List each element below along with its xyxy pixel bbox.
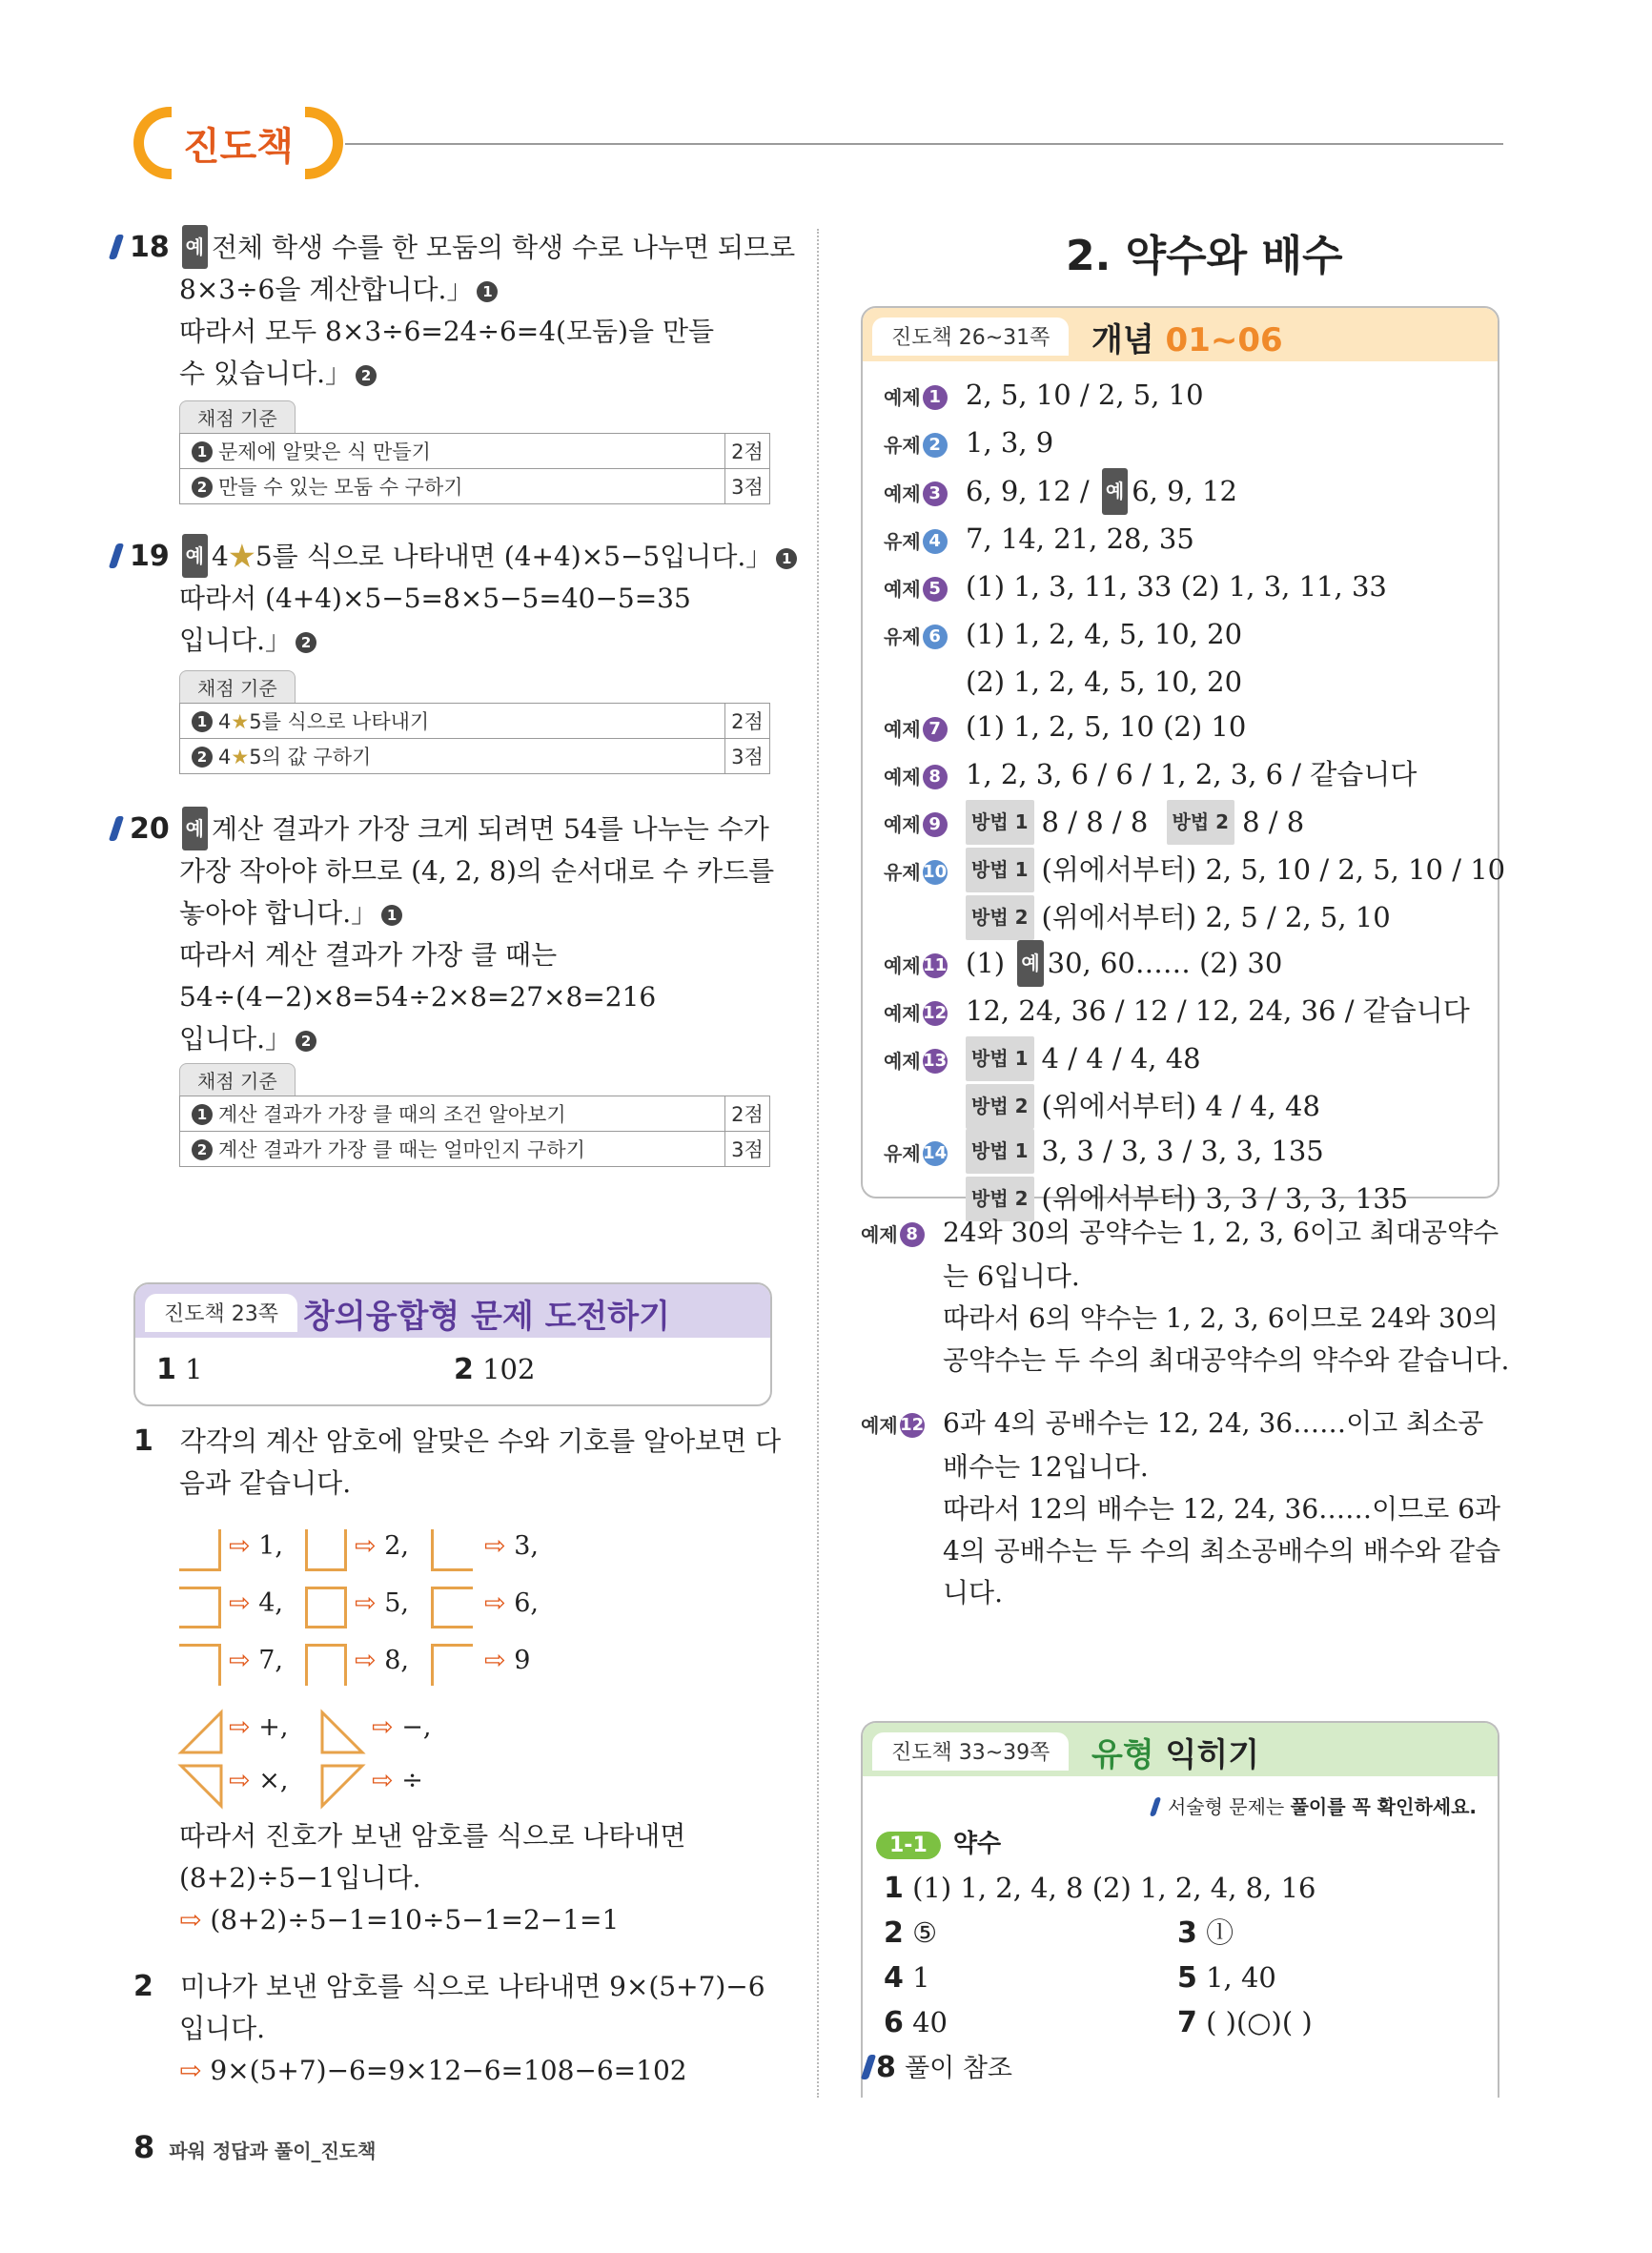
- list-item: 방법 2 (위에서부터) 4 / 4, 48: [884, 1084, 1505, 1129]
- arrow-icon: ⇨: [229, 1712, 251, 1742]
- answer-line: 수 있습니다.」: [179, 358, 353, 389]
- footer-text: 파워 정답과 풀이_진도책: [169, 2140, 377, 2162]
- points: 2점: [725, 704, 770, 739]
- example-number: 8: [900, 1222, 925, 1247]
- unit-badge: 1-1: [876, 1832, 941, 1859]
- divide-symbol-icon: [322, 1766, 362, 1806]
- code-symbol-8: [305, 1644, 347, 1686]
- explanation-line: 따라서 12의 배수는 12, 24, 36……이므로 6과: [943, 1493, 1501, 1525]
- section-title: 창의융합형 문제 도전하기: [303, 1298, 670, 1336]
- example-label: 예제: [861, 1414, 898, 1437]
- answer-value: 1: [185, 1353, 203, 1385]
- list-item: 예제 8 1, 2, 3, 6 / 6 / 1, 2, 3, 6 / 같습니다: [884, 758, 1417, 790]
- result-line: 9×(5+7)−6=9×12−6=108−6=102: [210, 2055, 687, 2086]
- page-number: 8: [133, 2129, 155, 2165]
- creative-problem-2: [133, 1966, 765, 2092]
- list-item: 8 풀이 참조: [865, 2045, 1012, 2091]
- mark-1-icon: 1: [477, 281, 498, 302]
- pen-icon: [109, 543, 124, 568]
- example-number: 12: [900, 1413, 925, 1438]
- question-20: [112, 807, 774, 1060]
- explanation-line: 4의 공배수는 두 수의 최소공배수의 배수와 같습: [943, 1535, 1501, 1567]
- operator-value: +,: [258, 1712, 289, 1742]
- scoring-tab: 채점 기준: [179, 400, 296, 433]
- arrow-icon: ⇨: [484, 1646, 506, 1675]
- list-item: 예제 5 (1) 1, 3, 11, 33 (2) 1, 3, 11, 33: [884, 570, 1387, 603]
- code-symbol-4: [179, 1587, 221, 1628]
- scoring-table-19: 채점 기준 1 4★5를 식으로 나타내기 2점 2 4★5의 값 구하기 3점: [179, 670, 770, 774]
- list-item: 예제 7 (1) 1, 2, 5, 10 (2) 10: [884, 710, 1247, 743]
- mark-2-icon: 2: [296, 632, 316, 653]
- points: 3점: [725, 469, 770, 504]
- section-range: 01~06: [1165, 321, 1283, 359]
- operator-value: ×,: [258, 1766, 289, 1795]
- list-item: 예제 12 12, 24, 36 / 12 / 12, 24, 36 / 같습니다: [884, 994, 1470, 1027]
- example-label: 예제: [861, 1223, 898, 1246]
- question-18: [112, 225, 795, 395]
- explanation-line: 입니다.: [179, 2013, 266, 2044]
- code-value: 3,: [514, 1531, 539, 1561]
- explanation-line: 음과 같습니다.: [179, 1467, 352, 1499]
- badge-label: 진도책: [183, 125, 294, 169]
- explanation-line: 는 6입니다.: [943, 1260, 1080, 1292]
- list-item: 유제 4 7, 14, 21, 28, 35: [884, 522, 1194, 555]
- mark-2-icon: 2: [296, 1031, 316, 1052]
- code-symbol-3: [431, 1529, 473, 1571]
- criterion: 계산 결과가 가장 클 때는 얼마인지 구하기: [218, 1138, 585, 1161]
- page-ref: 진도책 33~39쪽: [872, 1732, 1069, 1771]
- arrow-icon: ⇨: [355, 1531, 377, 1561]
- answer-value: 102: [482, 1353, 536, 1385]
- explanation-line: 24와 30의 공약수는 1, 2, 3, 6이고 최대공약수: [943, 1217, 1499, 1248]
- list-item: 방법 2 (위에서부터) 2, 5 / 2, 5, 10: [884, 895, 1505, 940]
- arrow-icon: ⇨: [229, 1588, 251, 1618]
- problem-number: 2: [133, 1970, 153, 2003]
- list-item: 1 (1) 1, 2, 4, 8 (2) 1, 2, 4, 8, 16: [884, 1872, 1316, 1905]
- list-item: 유제 2 1, 3, 9: [884, 426, 1054, 459]
- criterion: 5의 값 구하기: [249, 746, 372, 768]
- answer-line: 따라서 (4+4)×5−5=8×5−5=40−5=35: [179, 583, 691, 614]
- answer-line: 입니다.」: [179, 1023, 293, 1055]
- code-symbol-1: [179, 1529, 221, 1571]
- explanation-line: 각각의 계산 암호에 알맞은 수와 기호를 알아보면 다: [179, 1425, 782, 1457]
- code-value: 2,: [384, 1531, 409, 1561]
- answer-text: 5를 식으로 나타내면 (4+4)×5−5입니다.」: [255, 541, 773, 572]
- answer-line: 입니다.」: [179, 625, 293, 656]
- scoring-tab: 채점 기준: [179, 1063, 296, 1096]
- points: 2점: [725, 1096, 770, 1132]
- header-divider: [345, 143, 1503, 145]
- code-value: 6,: [514, 1588, 539, 1618]
- creative-problem-1-conclusion: [179, 1815, 685, 1941]
- unit-title: 약수: [952, 1830, 1002, 1858]
- creative-section: [133, 1282, 772, 1406]
- note-text: 풀이를 꼭 확인하세요.: [1290, 1795, 1477, 1818]
- answer-line: 따라서 모두 8×3÷6=24÷6=4(모둠)을 만들: [179, 316, 715, 347]
- answer-line: 8×3÷6을 계산합니다.」: [179, 274, 474, 305]
- arrow-icon: ⇨: [372, 1766, 394, 1795]
- criterion: 4: [218, 746, 232, 768]
- plus-symbol-icon: [181, 1712, 221, 1752]
- arrow-icon: ⇨: [179, 2055, 202, 2086]
- list-item: 5 1, 40: [1177, 1961, 1276, 1995]
- problem-number: 1: [133, 1424, 153, 1458]
- explanation-line: (8+2)÷5−1입니다.: [179, 1862, 421, 1894]
- code-symbol-7: [179, 1644, 221, 1686]
- code-value: 7,: [258, 1646, 283, 1675]
- list-item: 3 ⓛ: [1177, 1916, 1234, 1950]
- code-symbol-5: [305, 1587, 347, 1628]
- page-ref: 진도책 23쪽: [145, 1294, 297, 1332]
- times-symbol-icon: [181, 1766, 221, 1806]
- example-8-explanation: [861, 1212, 1509, 1382]
- operator-value: −,: [401, 1712, 432, 1742]
- mark-2-icon: 2: [356, 365, 377, 386]
- code-value: 4,: [258, 1588, 283, 1618]
- chapter-badge: [133, 107, 343, 179]
- note-text: 서술형 문제는: [1167, 1795, 1285, 1818]
- code-value: 1,: [258, 1531, 283, 1561]
- mark-1-icon: 1: [381, 905, 402, 926]
- arrow-icon: ⇨: [355, 1646, 377, 1675]
- arrow-icon: ⇨: [179, 1904, 202, 1936]
- answer-text: 4: [211, 541, 229, 572]
- example-badge: 예: [182, 807, 208, 850]
- pen-icon: [109, 235, 124, 259]
- criterion: 문제에 알맞은 식 만들기: [218, 440, 431, 463]
- scoring-tab: 채점 기준: [179, 670, 296, 703]
- column-divider: [817, 229, 819, 2098]
- arrow-icon: ⇨: [229, 1646, 251, 1675]
- answer-line: 전체 학생 수를 한 모둠의 학생 수로 나누면 되므로: [211, 232, 796, 263]
- list-item: 방법 2 (위에서부터) 3, 3 / 3, 3, 135: [884, 1177, 1505, 1221]
- section-title-suffix: 익히기: [1165, 1736, 1260, 1774]
- explanation-line: 니다.: [943, 1577, 1003, 1608]
- code-value: 5,: [384, 1588, 409, 1618]
- code-symbol-6: [431, 1587, 473, 1628]
- points: 2점: [725, 434, 770, 469]
- list-item: 예제 3 6, 9, 12 / 예 6, 9, 12: [884, 468, 1505, 517]
- list-item: 7 ( )(○)( ): [1177, 2006, 1313, 2039]
- result-line: (8+2)÷5−1=10÷5−1=2−1=1: [210, 1904, 620, 1936]
- answer-line: 놓아야 합니다.」: [179, 897, 378, 929]
- arrow-icon: ⇨: [484, 1531, 506, 1561]
- unit-heading: [876, 1824, 1001, 1859]
- example-12-explanation: [861, 1403, 1500, 1614]
- page-footer: [133, 2129, 377, 2165]
- pen-icon: [1150, 1797, 1161, 1816]
- concept-section: [861, 306, 1506, 1215]
- answer-number: 1: [156, 1353, 176, 1386]
- list-item: 유제 6 (1) 1, 2, 4, 5, 10, 20: [884, 618, 1243, 650]
- question-number: 19: [130, 540, 170, 573]
- minus-symbol-icon: [322, 1712, 362, 1752]
- page-ref: 진도책 26~31쪽: [872, 317, 1069, 356]
- criterion: 5를 식으로 나타내기: [249, 710, 430, 733]
- creative-problem-1: [133, 1421, 781, 1505]
- mark-1-icon: 1: [776, 548, 797, 569]
- criterion: 4: [218, 710, 232, 733]
- list-item: (2) 1, 2, 4, 5, 10, 20: [966, 666, 1243, 698]
- criterion: 만들 수 있는 모둠 수 구하기: [218, 476, 463, 499]
- list-item: 예제 13 방법 1 4 / 4 / 4, 48: [884, 1036, 1505, 1084]
- scoring-table-20: 채점 기준 1 계산 결과가 가장 클 때의 조건 알아보기 2점 2 계산 결과가 가장 클 때는 얼마인지 구하기 3점: [179, 1063, 770, 1167]
- explanation-line: 6과 4의 공배수는 12, 24, 36……이고 최소공: [943, 1407, 1484, 1439]
- explanation-line: 따라서 진호가 보낸 암호를 식으로 나타내면: [179, 1820, 686, 1852]
- arrow-icon: ⇨: [229, 1531, 251, 1561]
- answer-line: 가장 작아야 하므로 (4, 2, 8)의 순서대로 수 카드를: [179, 855, 775, 887]
- explanation-line: 공약수는 두 수의 최대공약수의 약수와 같습니다.: [943, 1344, 1510, 1376]
- example-badge: 예: [182, 534, 208, 578]
- explanation-line: 배수는 12입니다.: [943, 1451, 1149, 1483]
- section-title: 개념: [1091, 321, 1154, 359]
- list-item: 예제 9 방법 1 8 / 8 / 8 방법 2 8 / 8: [884, 800, 1505, 848]
- criterion: 계산 결과가 가장 클 때의 조건 알아보기: [218, 1103, 566, 1126]
- section-title: 유형: [1091, 1736, 1154, 1774]
- code-value: 8,: [384, 1646, 409, 1675]
- code-symbol-9: [431, 1644, 473, 1686]
- pen-icon: [861, 2055, 876, 2079]
- list-item: 유제 14 방법 1 3, 3 / 3, 3 / 3, 3, 135: [884, 1129, 1505, 1177]
- list-item: 예제 1 2, 5, 10 / 2, 5, 10: [884, 379, 1204, 411]
- points: 3점: [725, 739, 770, 774]
- code-symbol-2: [305, 1529, 347, 1571]
- type-section: [861, 1721, 1499, 2098]
- list-item: 2 ⑤: [884, 1916, 938, 1950]
- points: 3점: [725, 1132, 770, 1167]
- arrow-icon: ⇨: [372, 1712, 394, 1742]
- explanation-line: 미나가 보낸 암호를 식으로 나타내면 9×(5+7)−6: [179, 1971, 765, 2002]
- pen-icon: [109, 816, 124, 841]
- arrow-icon: ⇨: [484, 1588, 506, 1618]
- answer-line: 계산 결과가 가장 크게 되려면 54를 나누는 수가: [211, 813, 769, 845]
- concept-answer-list: [884, 373, 1505, 1221]
- list-item: 4 1: [884, 1961, 930, 1995]
- question-number: 18: [130, 231, 170, 264]
- scoring-table-18: 채점 기준 1 문제에 알맞은 식 만들기 2점 2 만들 수 있는 모둠 수 구하기 3점: [179, 400, 770, 504]
- answer-number: 2: [454, 1353, 474, 1386]
- chapter-title: 2. 약수와 배수: [1066, 232, 1343, 280]
- operator-value: ÷: [401, 1766, 423, 1795]
- list-item: 6 40: [884, 2006, 948, 2039]
- star-icon: ★: [228, 541, 255, 572]
- list-item: 예제 11 (1) 예 30, 60…… (2) 30: [884, 940, 1505, 989]
- answer-line: 따라서 계산 결과가 가장 클 때는: [179, 939, 558, 971]
- note: [1152, 1792, 1477, 1819]
- question-number: 20: [130, 812, 170, 846]
- arrow-icon: ⇨: [229, 1766, 251, 1795]
- code-value: 9: [514, 1646, 531, 1675]
- explanation-line: 따라서 6의 약수는 1, 2, 3, 6이므로 24와 30의: [943, 1302, 1499, 1334]
- arrow-icon: ⇨: [355, 1588, 377, 1618]
- example-badge: 예: [182, 225, 208, 269]
- answer-line: 54÷(4−2)×8=54÷2×8=27×8=216: [179, 981, 657, 1013]
- question-19: [112, 534, 797, 662]
- list-item: 유제 10 방법 1 (위에서부터) 2, 5, 10 / 2, 5, 10 / 10: [884, 848, 1505, 895]
